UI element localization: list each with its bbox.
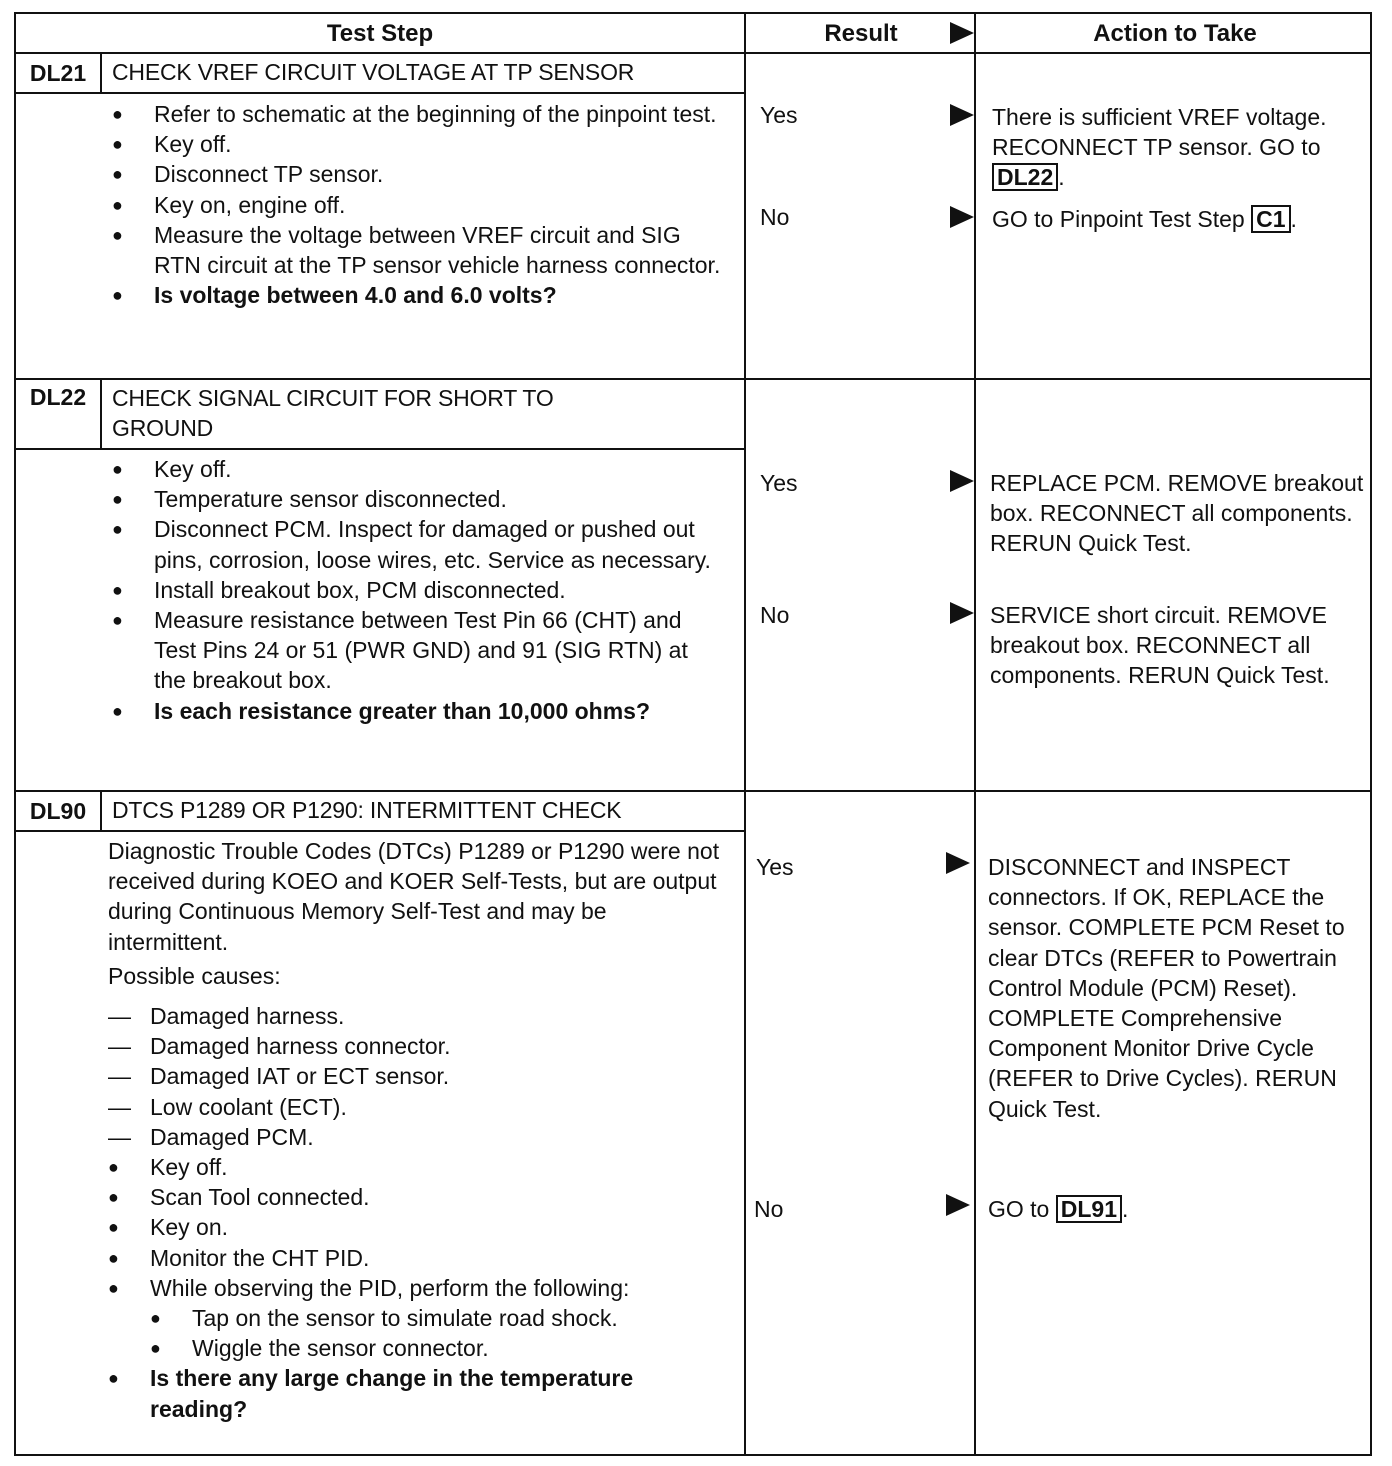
step-title: DTCS P1289 OR P1290: INTERMITTENT CHECK (112, 797, 622, 823)
list-item: ● Key off. (108, 1152, 728, 1182)
list-item: ● Temperature sensor disconnected. (112, 484, 722, 514)
action-text (988, 1194, 1358, 1224)
header-result: Result (824, 20, 898, 47)
list-item: ● Key on. (108, 1212, 728, 1242)
step-instructions (112, 99, 722, 310)
arrow-icon (946, 1194, 970, 1216)
arrow-icon (950, 206, 974, 228)
result-yes: Yes (760, 470, 798, 496)
list-item: ● Disconnect PCM. Inspect for damaged or pushed out pins, corrosion, loose wires, etc. Service as necessary. (112, 514, 722, 574)
step-title: CHECK VREF CIRCUIT VOLTAGE AT TP SENSOR (112, 59, 635, 85)
goto-link[interactable]: C1 (1251, 205, 1290, 233)
cause-item: — Damaged IAT or ECT sensor. (108, 1061, 728, 1091)
list-item-text: While observing the PID, perform the following: (150, 1274, 630, 1301)
cause-item: — Damaged PCM. (108, 1122, 728, 1152)
cause-item: — Damaged harness. (108, 1001, 728, 1031)
list-item: ● Key off. (112, 454, 722, 484)
list-item: ● Measure resistance between Test Pin 66 (CHT) and Test Pins 24 or 51 (PWR GND) and 91 (SIG RTN) at the breakout box. (112, 605, 722, 696)
header-test-step: Test Step (326, 20, 434, 47)
step-instructions (112, 454, 722, 726)
step-title: CHECK SIGNAL CIRCUIT FOR SHORT TO GROUND (112, 385, 554, 441)
divider (100, 792, 102, 830)
action-text (992, 204, 1362, 234)
result-no: No (754, 1196, 784, 1222)
divider (100, 380, 102, 448)
divider (100, 54, 102, 92)
action-suffix: . (1290, 206, 1297, 232)
list-item: ● Key off. (112, 129, 722, 159)
action-text: SERVICE short circuit. REMOVE breakout box. RECONNECT all components. RERUN Quick Test. (990, 602, 1330, 689)
intro-text: Diagnostic Trouble Codes (DTCs) P1289 or P1290 were not received during KOEO and KOER Self-Tests, but are output during Continuous Memory Self-Test and may be intermittent. (108, 838, 720, 955)
causes-label: Possible causes: (108, 962, 281, 989)
cause-item: — Damaged harness connector. (108, 1031, 728, 1061)
divider (16, 92, 744, 94)
header-action: Action to Take (1093, 20, 1257, 47)
section-dl90 (16, 792, 1370, 1456)
action-suffix: . (1058, 164, 1065, 191)
result-yes: Yes (760, 102, 798, 128)
arrow-icon (950, 104, 974, 126)
arrow-icon (950, 470, 974, 492)
action-text (992, 102, 1352, 193)
action-prefix: There is sufficient VREF voltage. RECONNECT TP sensor. GO to (992, 104, 1327, 161)
action-suffix: . (1122, 1196, 1129, 1222)
list-item: ● Refer to schematic at the beginning of the pinpoint test. (112, 99, 722, 129)
list-item: ● Is each resistance greater than 10,000 ohms? (112, 696, 722, 726)
list-item: ● Key on, engine off. (112, 190, 722, 220)
step-id: DL22 (29, 384, 87, 410)
result-no: No (760, 602, 790, 628)
action-prefix: GO to (988, 1196, 1056, 1222)
list-item: ● Is voltage between 4.0 and 6.0 volts? (112, 280, 722, 310)
sub-item: ● Tap on the sensor to simulate road shock. (150, 1303, 728, 1333)
action-text: REPLACE PCM. REMOVE breakout box. RECONNECT all components. RERUN Quick Test. (990, 470, 1364, 557)
list-item: ● Measure the voltage between VREF circuit and SIG RTN circuit at the TP sensor vehicle harness connector. (112, 220, 722, 280)
list-item: ● Install breakout box, PCM disconnected. (112, 575, 722, 605)
result-yes: Yes (756, 854, 794, 880)
diagnostic-table (14, 12, 1372, 1456)
section-dl22 (16, 380, 1370, 790)
list-item (108, 1273, 728, 1364)
arrow-icon (946, 852, 970, 874)
action-text: DISCONNECT and INSPECT connectors. If OK, REPLACE the sensor. COMPLETE PCM Reset to clear DTCs (REFER to Powertrain Control Module (PCM) Reset). COMPLETE Comprehensive Component Monitor Drive Cycle (REFER to Drive Cycles). RERUN Quick Test. (988, 854, 1345, 1122)
list-item: ● Is there any large change in the temperature reading? (108, 1363, 728, 1423)
step-id: DL90 (29, 797, 87, 824)
header-arrow-icon (950, 22, 974, 44)
arrow-icon (950, 602, 974, 624)
divider (16, 830, 744, 832)
list-item: ● Monitor the CHT PID. (108, 1243, 728, 1273)
cause-item: — Low coolant (ECT). (108, 1092, 728, 1122)
section-dl21 (16, 54, 1370, 378)
step-instructions (108, 836, 728, 1424)
divider (16, 448, 744, 450)
result-no: No (760, 204, 790, 230)
list-item: ● Scan Tool connected. (108, 1182, 728, 1212)
list-item: ● Disconnect TP sensor. (112, 159, 722, 189)
step-id: DL21 (29, 59, 87, 86)
goto-link[interactable]: DL22 (992, 163, 1058, 191)
action-prefix: GO to Pinpoint Test Step (992, 206, 1252, 232)
sub-item: ● Wiggle the sensor connector. (150, 1333, 728, 1363)
goto-link[interactable]: DL91 (1056, 1195, 1122, 1223)
